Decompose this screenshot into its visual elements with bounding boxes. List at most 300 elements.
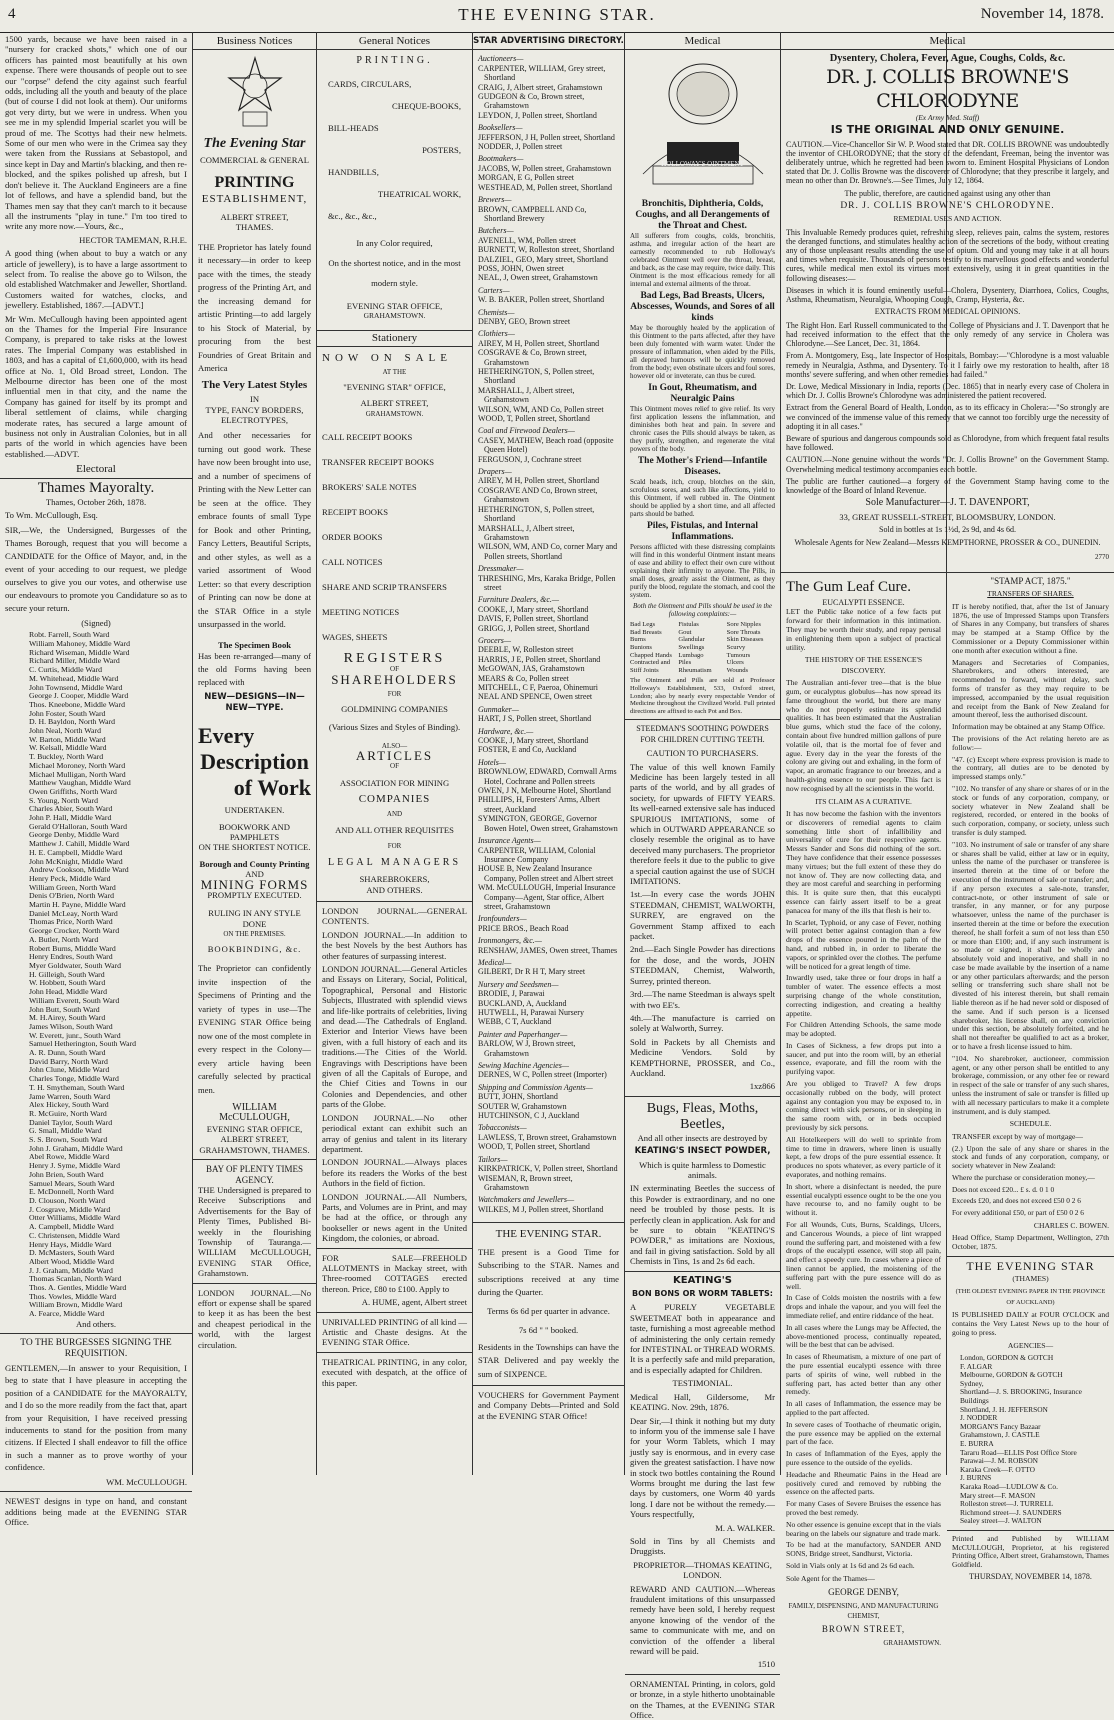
- gl-history: The Australian anti-fever tree—that is the blue gum, or eucalyptus globulus—has now spread its fame throughout the world, but there are many who do not properly estimate its splendid qualities. It has been estimated that the Australian blue gums, which stud the face of the colony, contain about five hundred million gallons of pure volatile oil, that is the mortal foe of fever and ague. Every day in the year the forests of the colony are giving out and exhaling, in the form of vapor, an aromatic fragrance to our breezes, and a health-giving essence to our people. This fact is now recognised by all the scientists in the world.: [786, 678, 941, 793]
- latest-styles: The Very Latest Styles: [201, 378, 308, 391]
- gl-inward: Inwardly used, take three or four drops in half a tumbler of water. The essence effects a most surprising change of the whole constitution, correcting indigestion, and creating a healthy appetite.: [786, 973, 941, 1018]
- gl-history-heading: THE HISTORY OF THE ESSENCE'S DISCOVERY.: [804, 655, 923, 675]
- signatory-name: S. Young, North Ward: [29, 795, 98, 805]
- lj-6: LONDON JOURNAL.—All Numbers, Parts, and Volumes are in Print, and may be had at the office, or through any bookseller or news agent in the United Kingdom, the colonies, or abroad.: [322, 1191, 467, 1244]
- agencies-heading: AGENCIES—: [1007, 1340, 1054, 1350]
- directory-category: Coal and Firewood Dealers—: [478, 426, 575, 436]
- signatory-name: T. Buckley, North Ward: [29, 752, 104, 762]
- gl-wounds: For all Wounds, Cuts, Burns, Scaldings, Ulcers, and Cancerous Wounds, a piece of lint wrapped round the suffering part, and moistened with a few drops of the eucalypti essence, will stop all pain, and effect a speedy cure. In cases where a piece of linen cannot be applied, the moistening of the suffering part with the pure essence will do as well.: [786, 1220, 941, 1291]
- gum-leaf-heading: The Gum Leaf Cure.: [786, 579, 911, 595]
- transfers-heading: TRANSFERS OF SHARES.: [987, 589, 1074, 599]
- directory-entry: BROWNLOW, EDWARD, Cornwall Arms Hotel, Cochrane and Pollen streets: [478, 767, 617, 786]
- divider: [947, 1530, 1114, 1531]
- also-label: ALSO—: [381, 741, 408, 750]
- shortest-notice: ON THE SHORTEST NOTICE.: [198, 842, 311, 853]
- directory-category: Shipping and Commission Agents—: [478, 1082, 593, 1092]
- page-number: 4: [8, 6, 16, 22]
- column-8: [947, 574, 1114, 1582]
- es-thames: (THAMES): [1012, 1274, 1049, 1284]
- steedman-4th: 4th.—The manufacture is carried on solely at Walworth, Surrey.: [630, 1012, 775, 1034]
- steedman-text: The value of this well known Family Medicine has been largely tested in all parts of the world, and by all grades of society, for upwards of FIFTY YEARS. Its well-earned extensive sale has induced SPURIOUS IMITATIONS, some of which in OUTWARD APPEARANCE so closely resemble the original as to have deceived many purchasers. The proprietor therefore feels it due to the public to give a special caution against the use of SUCH IMITATIONS.: [630, 761, 775, 887]
- reply-heading: TO THE BURGESSES SIGNING THE REQUISITION.: [20, 1338, 172, 1359]
- gl-eyes: In cases of Inflammation of the Eyes, apply the pure essence to the outside of the eyelids.: [786, 1449, 941, 1467]
- gl-genuine: No other essence is genuine except that in the vials bearing on the labels our signature and trade mark.: [786, 1519, 941, 1538]
- gl-manufactory: To be had at the manufactory, SANDER AND SONS, Bridge street, Sandhurst, Victoria.: [786, 1540, 941, 1559]
- complaint-item: Burns: [630, 636, 646, 644]
- steedman-2nd: 2nd.—Each Single Powder has directions for the dose, and the words, JOHN STEEDMAN, Chemist, Walworth, Surrey, printed thereon.: [630, 944, 775, 986]
- gl-intro: LET the Public take notice of a few facts put forward for their information in this intimation. They may be worth their study, and repay perusal in enlightening them upon a subject of practical utility.: [786, 607, 941, 652]
- mining-forms: MINING FORMS: [200, 876, 309, 892]
- directory-category: Tobacconists—: [478, 1123, 527, 1133]
- complaint-item: Glandular: [678, 636, 705, 644]
- town-line: GRAHAMSTOWN.: [363, 311, 426, 321]
- color-line: In any Color required,: [356, 237, 433, 248]
- agency-entry: Sealey street—J. WALTON: [960, 1516, 1042, 1526]
- directory-entry: POSS, JOHN, Owen street: [478, 263, 564, 273]
- directory-entry: MEARS & Co, Pollen street: [478, 673, 569, 683]
- keating-proprietor: PROPRIETOR—THOMAS KEATING, LONDON.: [633, 1559, 772, 1581]
- directory-category: Gunmaker—: [478, 704, 519, 714]
- signatory-name: William Mahoney, Middle Ward: [29, 638, 131, 648]
- directory-entry: HARRIS, J E, Pollen street, Shortland: [478, 654, 601, 664]
- text-gout: This Ointment moves relief to give relief. Its very first application lessens the inflammation, and diminishes both heat and pain. In severe and chronic cases the Pills should always be taken, as they purify, strengthen, and regenerate the vital powers of the body.: [630, 405, 775, 454]
- gl-claim-heading: ITS CLAIM AS A CURATIVE.: [815, 796, 912, 806]
- directory-entry: KIRKPATRICK, V, Pollen street, Shortland: [478, 1164, 618, 1174]
- directory-entry: HUTCHINSON, C J, Auckland: [478, 1111, 580, 1121]
- now-on-sale: NOW ON SALE: [322, 352, 452, 365]
- delivery-text: Residents in the Townships can have the STAR Delivered and pay weekly the sum of SIXPENCE.: [478, 1341, 619, 1379]
- imprint: Printed and Published by WILLIAM McCULLOUGH, Proprietor, at his registered Printing Office, Albert street, Grahamstown, Thames Goldfield.: [952, 1533, 1109, 1569]
- reply-signature: WM. McCULLOUGH.: [106, 1476, 187, 1487]
- subscribe-text: THE present is a Good Time for Subscribing to the STAR. Names and subscriptions received at any time during the Quarter.: [478, 1246, 619, 1298]
- divider: [947, 1256, 1114, 1257]
- gl-travel: Are you obliged to Travel? A few drops occasionally rubbed on the body, will protect against any contagion you may be exposed to, in coming direct with sick persons, or in sleeping in the same room with, or in beds occupied previously by sick persons.: [786, 1079, 941, 1133]
- ruling: RULING IN ANY STYLE DONE: [208, 908, 301, 929]
- directory-category: Drapers—: [478, 467, 512, 477]
- headline: COMMERCIAL & GENERAL: [199, 155, 309, 166]
- ad-ref: 2770: [1095, 552, 1109, 561]
- directory-entry: DEEBLE, W, Rolleston street: [478, 645, 574, 655]
- directory-entry: BROWN, CAMPBELL AND Co, Shortland Brewery: [478, 204, 587, 223]
- establishment: ESTABLISHMENT,: [201, 192, 308, 205]
- registers: REGISTERS: [343, 651, 446, 667]
- letter-body: 1500 yards, because we have been raised in a "nursery for cracked shots," which one of our officers has painted most beautifully at his own expense. There were thousands of people out to see our "corpse" defend the city against such fearful odds, including all the youth and beauty of the place (but of course I did not look at them). Our uniforms got very dirty, but we were in undress. When you see me in my splendid Imperial scarlet you will be proud of me. The Scottys had their new helmets. Some of our men who were in the Crimea say they were taken from the Russians at Sebastopol, and since kept in Day and Martin's blacking, and then re-blocked, and the spikes polished up afresh, but I don't believe it. The Auckland Engineers are a fine lot of fellows, and have a splendid band, but the Thames men say that they can't march to it because all the instruments "play in tune." I'm too tired to write any more now.—Yours, &c.,: [5, 34, 187, 232]
- directory-entry: MARSHALL, J, Albert street, Grahamstown: [478, 385, 575, 405]
- office-town: GRAHAMSTOWN.: [365, 409, 424, 418]
- signatory-name: E. McDonnell, North Ward: [29, 1187, 114, 1197]
- caution-stamp: CAUTION.—None genuine without the words "Dr. J. Collis Browne" on the Government Stamp. Overwhelming medical testimony accompanies each bottle.: [786, 455, 1109, 474]
- directory-entry: PRICE BROS., Beach Road: [478, 923, 569, 933]
- divider: [317, 1248, 472, 1249]
- lj-5: LONDON JOURNAL.—Always places before its readers the Works of the best Authors in the field of fiction.: [322, 1157, 467, 1189]
- book-item: SHARE AND SCRIP TRANSFERS: [322, 582, 447, 593]
- agency-entry: E. BURRA: [960, 1438, 994, 1448]
- and-others: And others.: [75, 1318, 117, 1329]
- wholesale-agents: Wholesale Agents for New Zealand—Messrs KEMPTHORNE, PROSSER & CO., DUNEDIN.: [794, 538, 1101, 548]
- equipment-text: And other necessaries for turning out good work. These have now been brought into use, and a number of specimens of Printing with the New Letter can be seen at the office. They embrace founts of small Type for Book and other Printing, Fancy Letters, Beautiful Scripts, and other styles, as well as a varied assortment of Wood Letter: so that every description of Printing can now be done at the STAR Office in a style unsurpassed in the world.: [198, 430, 311, 630]
- divider: [0, 1333, 192, 1334]
- forgery-text: The public are further cautioned—a forgery of the Government Stamp having come to the knowledge of the Board of Inland Revenue.: [786, 476, 1109, 495]
- agency-entry: J. NODDER: [960, 1413, 998, 1423]
- diseases-text: Diseases in which it is found eminently useful—Cholera, Dysentery, Diarrhoea, Colics, Coughs, Asthma, Rheumatism, Neuralgia, Whooping Cough, Cramp, Hysteria, &c.: [786, 285, 1109, 305]
- column-6: [781, 32, 1114, 572]
- stamp-p8: "104. No sharebroker, auctioneer, commission agent, or any other person shall be entitled to any brokerage, commission, or any other fee or reward in respect of the sale or transfer of any such shares, unless the instrument of sale or transfer is filled up with all necessary particulars to make it a complete instrument, and is duly stamped.: [952, 1053, 1109, 1116]
- steedman-ref: 1xz866: [749, 1081, 775, 1092]
- gl-vials: Sold in Vials only at 1s 6d and 2s 6d each.: [786, 1560, 915, 1570]
- office-line: EVENING STAR OFFICE,: [346, 300, 443, 311]
- directory-entry: OWEN, J N, Melbourne Hotel, Shortland: [478, 786, 611, 796]
- signatory-name: John McKnight, Middle Ward: [29, 856, 123, 866]
- book-item: WAGES, SHEETS: [322, 632, 388, 643]
- proprietor-text: THE Proprietor has lately found it necessary—in order to keep pace with the times, the steady progress of the Printing Art, and the increasing demand for artistic Printing—to add largely to his Stock of Material, by procuring from the best Foundries of Great Britain and America: [198, 241, 311, 374]
- directory-entry: AIREY, M H, Pollen street, Shortland: [478, 476, 600, 486]
- logo-name: The Evening Star: [203, 135, 306, 151]
- directory-category: Dressmaker—: [478, 564, 524, 574]
- testimonial-text: Dear Sir,—I think it nothing but my duty to inform you of the immense sale I have for your Worm Tablets, which I may justly say is enormous, and in every case given the greatest satisfaction. I have now in stock two bottles containing the Round Worms brought me during the last few days by customers, one Worm 40 yards long. I dare not be without the remedy.—Yours respectfully,: [630, 1415, 775, 1520]
- lj-1: LONDON JOURNAL.—GENERAL CONTENTS.: [322, 905, 467, 927]
- directory-category: Hardware, &c.—: [478, 726, 534, 736]
- gl-street: BROWN STREET,: [821, 1624, 906, 1635]
- schedule-transfer: TRANSFER except by way of mortgage—: [952, 1131, 1083, 1141]
- steedman-3rd: 3rd.—The name Steedman is always spelt with two EE's.: [630, 989, 775, 1010]
- type-list: TYPE, FANCY BORDERS, ELECTROTYPES,: [205, 404, 304, 426]
- signatory-name: Daniel McLeay, North Ward: [29, 908, 118, 918]
- column-5: [625, 32, 780, 1720]
- chlorodyne-caution: CAUTION.—Vice-Chancellor Sir W. P. Wood stated that DR. COLLIS BROWNE was undoubtedly the inventor of CHLORODYNE; that the story of the defendant, Freeman, being the inventor was deliberately untrue, which he regretted had been sworn to. Eminent Hospital Physicians of London stated that Dr. J. Collis Browne was the discoverer of Chlorodyne; that they prescribe it largely, and mean no other than Dr. Browne's.—See Times, July 12, 1864.: [786, 139, 1109, 186]
- directory-entry: MITCHELL, C F, Paeroa, Ohinemuri: [478, 683, 599, 692]
- signatory-name: William Everett, South Ward: [29, 995, 120, 1005]
- signatory-name: D. Clouson, North Ward: [29, 1195, 106, 1205]
- complaint-item: Chapped Hands: [630, 651, 672, 659]
- book-item: TRANSFER RECEIPT BOOKS: [322, 457, 435, 468]
- signed-label: (Signed): [81, 617, 111, 628]
- signatory-name: Henry J. Syme, Middle Ward: [29, 1161, 121, 1171]
- signatory-name: Henry Peck, Middle Ward: [29, 873, 111, 883]
- directory-entry: HETHERINGTON, S, Pollen street, Shortland: [478, 367, 595, 386]
- eucalypti-sub: EUCALYPTI ESSENCE.: [822, 598, 905, 607]
- gl-schools: For Children Attending Schools, the same mode may be adopted.: [786, 1020, 941, 1039]
- directory-entry: LAWLESS, T, Brown street, Grahamstown: [478, 1132, 617, 1142]
- directory-category: Furniture Dealers, &c.—: [478, 595, 560, 605]
- complaint-item: Stiff Joints: [630, 666, 659, 674]
- directory-entry: CARPENTER, WILLIAM, Colonial Insurance Company: [478, 845, 596, 864]
- gl-lungs: In all cases where the Lungs may be Affected, the above-mentioned process, continually repeated, will be the best that can be advised.: [786, 1322, 941, 1350]
- column-3: [317, 32, 472, 1475]
- divider: [317, 901, 472, 902]
- signatory-name: George J. Cooper, Middle Ward: [29, 691, 129, 701]
- complaint-item: Bunions: [630, 644, 652, 651]
- signatory-name: H. Gilleigh, South Ward: [29, 969, 105, 979]
- signatory-name: David Barry, North Ward: [29, 1056, 108, 1066]
- directory-category: Booksellers—: [478, 123, 523, 133]
- directory-header: STAR ADVERTISING DIRECTORY.: [473, 34, 624, 50]
- terms-booked: 7s 6d " " booked.: [518, 1324, 579, 1335]
- shareholders: SHAREHOLDERS: [331, 671, 458, 687]
- directory-entry: DAVIS, F, Pollen street, Shortland: [478, 614, 589, 624]
- shortest-line: On the shortest notice, and in the most modern style.: [328, 257, 461, 288]
- in-label: IN: [249, 394, 260, 405]
- complaint-item: Gout: [678, 628, 692, 636]
- agency-entry: Shortland, J. H. JEFFERSON: [960, 1404, 1048, 1414]
- print-item: CARDS, CIRCULARS,: [328, 78, 412, 89]
- directory-category: Sewing Machine Agencies—: [478, 1061, 569, 1071]
- stationery-header: Stationery: [317, 330, 472, 347]
- fee-1: Does not exceed £20... £ s. d. 0 1 0: [952, 1184, 1055, 1194]
- gl-colds: In Case of Colds moisten the nostrils with a few drops and inhale the vapour, and you will feel the immediate relief, and entire riddance of the heat.: [786, 1293, 941, 1320]
- signatory-name: J. J. Graham, Middle Ward: [29, 1265, 113, 1275]
- directory-entry: RENSHAW, JAMES, Owen street, Thames: [478, 945, 618, 955]
- heading-bronchitis: Bronchitis, Diphtheria, Colds, Coughs, and all Derangements of the Throat and Chest.: [635, 199, 770, 232]
- stamp-p6: "102. No transfer of any share or shares of or in the stock or funds of any corporation, company, or society whatever in New Zealand shall be registered, recorded, or entered in the books of such corporation, company, or society, unless such transfer is duly stamped.: [952, 783, 1109, 837]
- manufacturer-address: 33, GREAT RUSSELL-STREET, BLOOMSBURY, LONDON.: [839, 511, 1056, 522]
- schedule-where: Where the purchase or consideration money,—: [952, 1173, 1095, 1183]
- army-staff: (Ex Army Med. Staff): [915, 112, 980, 122]
- signatory-name: Michael Moroney, North Ward: [29, 760, 126, 770]
- signatory-name: William Brown, Middle Ward: [29, 1300, 123, 1310]
- specimen-heading: The Specimen Book: [217, 639, 292, 650]
- articles: ARTICLES: [355, 747, 434, 763]
- stamp-signature: CHARLES C. BOWEN.: [1033, 1220, 1109, 1230]
- bugs-sub: And all other insects are destroyed by: [637, 1132, 768, 1143]
- directory-entry: CRAIG, J, Albert street, Grahamstown: [478, 82, 603, 92]
- signatory-name: Charles Tonge, Middle Ward: [29, 1074, 119, 1084]
- column-7: [781, 574, 946, 1647]
- signatory-name: A. Fearce, Middle Ward: [29, 1309, 105, 1319]
- chlorodyne-title: DR. J. COLLIS BROWNE'S CHLORODYNE: [826, 65, 1069, 112]
- print-item: BILL-HEADS: [328, 122, 379, 133]
- heading-piles: Piles, Fistulas, and Internal Inflammations.: [646, 521, 759, 543]
- signatory-name: John Head, Middle Ward: [29, 987, 108, 997]
- es-heading: THE EVENING STAR: [966, 1258, 1095, 1273]
- complaint-item: Bad Breasts: [630, 628, 662, 636]
- jeweller-notice: A good thing (when about to buy a watch or any article of jewellery), is to have a large assortment to select from. To realise the above go to Wilson, the old established Watchmaker and Jeweller, Shortland. Customers waited for watches, clocks, and jewellery. Established, 1867.—[ADVT.]: [5, 248, 187, 311]
- signatory-name: J. Cosgrave, Middle Ward: [29, 1204, 111, 1214]
- signatory-name: Henry Hays, Middle Ward: [29, 1239, 112, 1249]
- lj-2: LONDON JOURNAL.—In addition to the best Novels by the best Authors has other features of surpassing interest.: [322, 929, 467, 961]
- worm-text: A PURELY VEGETABLE SWEETMEAT both in appearance and taste, furnishing a most agreeable method of administering the only certain remedy for INTESTINAL or THREAD WORMS. It is a perfectly safe and mild preparation, and is especially adapted for Children.: [630, 1302, 775, 1375]
- london-journal-notice: LONDON JOURNAL.—No effort or expense shall be spared to keep it as has been the best and cheapest periodical in the world, with the largest circulation.: [198, 1287, 311, 1350]
- extract-board: Extract from the General Board of Health, London, as to its efficacy in Cholera:—"So strongly are we convinced of the immense value of this remedy that we cannot too forcibly urge the necessity of adopting it in all cases.": [786, 403, 1109, 431]
- signatory-name: Martin H. Payne, Middle Ward: [29, 900, 126, 910]
- association: ASSOCIATION FOR MINING: [339, 777, 450, 788]
- fee-2: Exceeds £20, and does not exceed £50 0 2 6: [952, 1196, 1081, 1206]
- divider: [473, 1222, 624, 1223]
- signatory-name: Matthew J. Cahill, Middle Ward: [29, 839, 130, 849]
- directory-entry: JACOBS, W, Pollen street, Grahamstown: [478, 163, 612, 173]
- ornamental-notice: ORNAMENTAL Printing, in colors, gold or bronze, in a style hitherto unobtainable on the Thames, at the EVENING STAR Office.: [630, 1678, 775, 1720]
- directory-entry: WOOD, T, Pollen street, Shortland: [478, 1142, 590, 1152]
- mayoralty-heading: Thames Mayoralty.: [37, 479, 155, 496]
- of-label: OF: [390, 762, 399, 771]
- signatory-name: C. Curtis, Middle Ward: [29, 665, 103, 675]
- gl-disinfectant: In short, where a disinfectant is needed, the pure essential eucalypti essence ought to be the one you have recourse to, and no family ought to be without it.: [786, 1181, 941, 1218]
- complaint-item: Skin Diseases: [726, 636, 764, 644]
- premises: ON THE PREMISES.: [223, 930, 286, 939]
- signatory-name: James Wilson, South Ward: [29, 1021, 113, 1031]
- agency-entry: Mary street—F. MASON: [960, 1490, 1036, 1500]
- directory-category: Nursery and Seedsmen—: [478, 979, 559, 989]
- book-item: RECEIPT BOOKS: [322, 507, 388, 518]
- directory-entry: THRESHING, Mrs, Karaka Bridge, Pollen street: [478, 573, 616, 592]
- directory-entry: BRODIE, J, Parawai: [478, 989, 545, 999]
- bookwork: BOOKWORK AND PAMPHLETS: [219, 821, 290, 842]
- signatory-name: C. Christensen, Middle Ward: [29, 1230, 120, 1240]
- extracts-heading: EXTRACTS FROM MEDICAL OPINIONS.: [874, 307, 1021, 317]
- directory-category: Tailors—: [478, 1154, 508, 1164]
- directory-entry: BUTT, JOHN, Shortland: [478, 1092, 558, 1102]
- signatory-name: Matthew Vaughan, Middle Ward: [29, 778, 131, 788]
- theatrical-notice: THEATRICAL PRINTING, in any color, executed with despatch, at the office of this paper.: [322, 1356, 467, 1388]
- divider: [625, 719, 780, 720]
- directory-category: Painter and Paperhanger—: [478, 1029, 568, 1039]
- evening-star-heading: THE EVENING STAR.: [495, 1228, 602, 1241]
- new-designs: NEW—DESIGNS—IN—NEW—TYPE.: [204, 692, 305, 713]
- inspection-text: The Proprietor can confidently invite inspection of the Specimens of Printing and the variety of types in use—The EVENING STAR Office being now one of the most complete in every respect in the Colony—every article having been carefully selected by practical men.: [198, 963, 311, 1095]
- printing-heading: PRINTING: [214, 173, 295, 191]
- directory-entry: MARSHALL, J, Albert street, Grahamstown: [478, 523, 575, 542]
- signatory-name: George Denby, Middle Ward: [29, 830, 119, 840]
- gl-inflammation: In all cases of Inflammation, the essence may be applied to the part affected.: [786, 1399, 941, 1417]
- stamp-p3: Information may be obtained at any Stamp Office.: [952, 722, 1105, 732]
- directory-entry: MORGAN, E G, Pollen street: [478, 173, 574, 183]
- signatory-name: Charles Abier, South Ward: [29, 804, 113, 814]
- signatory-name: Richard Miller, Middle Ward: [29, 656, 120, 666]
- complaint-item: Fistulas: [678, 621, 699, 629]
- beware-text: Beware of spurious and dangerous compounds sold as Chlorodyne, from which frequent fatal results have followed.: [786, 433, 1109, 453]
- agency-entry: Sydney,: [960, 1378, 984, 1388]
- complaint-item: Swellings: [678, 644, 705, 651]
- text-bronchitis: All sufferers from coughs, colds, bronchitis, asthma, and irregular action of the heart are earnestly recommended to rub Holloway's celebrated Ointment well over the throat, breast, and back, as the case may require, twice daily. This Ointment is the most efficacious remedy for all internal and external ailments of the throat.: [630, 232, 775, 289]
- directory-entry: WEBB, C T, Auckland: [478, 1017, 552, 1027]
- directory-category: Insurance Agents—: [478, 836, 541, 846]
- keating-powder: KEATING'S INSECT POWDER,: [634, 1146, 771, 1157]
- signatory-name: John Clune, Middle Ward: [29, 1065, 110, 1075]
- signatory-name: W. Everett, junr., South Ward: [29, 1030, 121, 1040]
- keating-caution: REWARD AND CAUTION.—Whereas fraudulent imitations of this unsurpassed remedy have been sold, I hereby request anyone knowing of the vendor of the same to communicate with me, and on conviction of the offender a liberal reward will be paid.: [630, 1583, 775, 1657]
- signatories-list: [5, 631, 187, 1319]
- directory-category: Chemists—: [478, 307, 515, 317]
- complaint-item: Contracted and: [630, 659, 671, 667]
- signatory-name: Thos. Kneebone, Middle Ward: [29, 699, 126, 709]
- office-street: ALBERT STREET,: [360, 398, 429, 409]
- masthead: [0, 0, 1114, 33]
- agency-entry: Richmond street—J. SAUNDERS: [960, 1507, 1062, 1517]
- holloway-illustration: [630, 54, 775, 194]
- signatory-name: Myer Goldwater, South Ward: [29, 961, 122, 970]
- gl-fever: In Scarlet, Typhoid, or any case of Fever, nothing will protect better against contagion than a few drops of the essence poured in the palm of the hand, and rubbed in, in order to liberate the vapors, or sprinkled over the clothes. The perfume will be noticed for a great length of time.: [786, 917, 941, 971]
- es-oldest: (THE OLDEST EVENING PAPER IN THE PROVINCE OF AUCKLAND): [955, 1288, 1106, 1306]
- directory-category: Medical—: [478, 957, 512, 967]
- complaint-item: Piles: [678, 659, 692, 667]
- imprint-date: THURSDAY, NOVEMBER 14, 1878.: [969, 1572, 1092, 1582]
- letter-signature: HECTOR TAMEMAN, R.H.E.: [79, 234, 187, 245]
- section-header: General Notices: [317, 34, 472, 50]
- book-item: CALL NOTICES: [322, 557, 383, 568]
- signatory-name: Thos. A. Gentles, Middle Ward: [29, 1283, 127, 1293]
- section-header: Electoral: [0, 462, 192, 478]
- complaints-heading: Both the Ointment and Pills should be used in the following complaints:—: [632, 602, 772, 619]
- remedial-text: This Invaluable Remedy produces quiet, refreshing sleep, relieves pain, calms the system, restores the deranged functions, and stimulates healthy action of the secretions of the body, without creating any of those unpleasant results attending the use of opium. Old and young may take it at all hours and times when requisite. Thousands of persons testify to its marvellous good effects and wonderful cures, while medical men extol its virtues most extensively, using it in great quantities in the following diseases:—: [786, 227, 1109, 283]
- extract-lowe: Dr. Lowe, Medical Missionary in India, reports (Dec. 1865) that in nearly every case of Cholera in which Dr. J. Collis Browne's Chlorodyne was administered the patient recovered.: [786, 381, 1109, 401]
- directory-entry: BUCKLAND, A, Auckland: [478, 998, 567, 1008]
- signatory-name: W. Barton, Middle Ward: [29, 734, 106, 744]
- directory-entry: GRIGG, J, Pollen street, Shortland: [478, 623, 590, 633]
- directory-entry: COOKE, J, Mary street, Shortland: [478, 604, 589, 614]
- signatory-name: William Green, North Ward: [29, 882, 116, 892]
- directory-entry: WILKES, M J, Pollen street, Shortland: [478, 1204, 604, 1214]
- stamp-p1: IT is hereby notified, that, after the 1st of January 1876, the use of Impressed Stamps upon Transfers of Shares in any Company, but transfers of shares may be stamped at a Stamp Office by the Commissioner or a Deputy Commissioner within one month after execution without a fine.: [952, 601, 1109, 655]
- complaint-item: Tumours: [726, 651, 751, 659]
- column-2: [193, 32, 316, 1475]
- gl-bruises: For many Cases of Severe Bruises the essence has proved the best remedy.: [786, 1499, 941, 1517]
- section-header: Business Notices: [193, 34, 316, 50]
- and-label: AND: [245, 869, 264, 880]
- chlorodyne-name: DR. J. COLLIS BROWNE'S CHLORODYNE.: [840, 200, 1055, 211]
- star-emblem-icon: [225, 56, 285, 130]
- book-item: MEETING NOTICES: [322, 607, 400, 618]
- signatory-name: Andrew Cookson, Middle Ward: [29, 865, 129, 875]
- section-header: Medical: [781, 34, 1114, 50]
- bugs-harmless: Which is quite harmless to Domestic animals.: [639, 1159, 766, 1180]
- vouchers-notice: VOUCHERS for Government Payment and Company Debts—Printed and Sold at the EVENING STAR Office!: [478, 1390, 619, 1421]
- agency-entry: Grahamstown, J. CASTLE: [960, 1430, 1040, 1440]
- testimonial: TESTIMONIAL.: [672, 1378, 733, 1389]
- signatory-name: T. H. Smytheman, South Ward: [29, 1082, 125, 1092]
- directory-entry: AIREY, M H, Pollen street, Shortland: [478, 338, 600, 348]
- directory-entry: CARPENTER, WILLIAM, Grey street, Shortland: [478, 63, 606, 83]
- print-item: POSTERS,: [422, 144, 461, 155]
- signatory-name: Daniel Taylor, South Ward: [29, 1117, 113, 1127]
- agency-entry: Melbourne, GORDON & GOTCH: [960, 1370, 1063, 1380]
- directory-entry: COSGRAVE AND Co, Brown street, Grahamstown: [478, 485, 598, 505]
- signatory-name: Abel Rowe, Middle Ward: [29, 1152, 110, 1162]
- directory-entry: NODDER, J, Pollen street: [478, 142, 563, 152]
- directory-entry: NEAL, J, Owen street, Grahamstown: [478, 273, 598, 283]
- signatory-name: Denis O'Brien, North Ward: [29, 891, 115, 901]
- directory-entry: GUDGEON & Co, Brown street, Grahamstown: [478, 92, 585, 111]
- signatory-name: G. Small, Middle Ward: [29, 1126, 102, 1136]
- complaint-item: Sore Throats: [726, 628, 761, 636]
- directory-entry: LEYDON, J, Pollen street, Shortland: [478, 110, 597, 120]
- divider: [317, 1352, 472, 1353]
- divider: [193, 1159, 316, 1160]
- bottle-prices: Sold in bottles at 1s 1½d, 2s 9d, and 4s 6d.: [879, 524, 1016, 534]
- divider: [317, 1312, 472, 1313]
- signatory-name: Thos. Vowles, Middle Ward: [29, 1291, 117, 1301]
- complaint-item: Lumbago: [678, 651, 704, 659]
- signatory-name: A. Campbell, Middle Ward: [29, 1222, 114, 1232]
- legal-managers: LEGAL MANAGERS: [327, 856, 461, 868]
- directory-category: Ironfounders—: [478, 914, 527, 924]
- at-label: AT THE: [382, 368, 407, 377]
- signatory-name: Samuel Hetherington, South Ward: [29, 1039, 137, 1049]
- divider: [625, 1096, 780, 1097]
- signatory-name: M. H.Airey, South Ward: [29, 1013, 106, 1023]
- address-town: THAMES.: [235, 222, 274, 233]
- signatory-name: Otter Williams, Middle Ward: [29, 1213, 121, 1223]
- book-item: ORDER BOOKS: [322, 532, 383, 543]
- directory-entry: COSGRAVE & Co, Brown street, Grahamstown: [478, 348, 587, 367]
- newspaper-title: THE EVENING STAR.: [458, 5, 656, 24]
- print-items: [322, 73, 467, 227]
- directory-entry: WILSON, WM, AND Co, corner Mary and Pollen streets, Shortland: [478, 542, 618, 561]
- agencies-list: [952, 1354, 1109, 1526]
- directory-category: Clothiers—: [478, 329, 515, 339]
- signatory-name: H. E. Campbell, Middle Ward: [29, 847, 123, 857]
- signatory-name: Richard Wiseman, Middle Ward: [29, 647, 130, 657]
- text-bad-legs: May be thoroughly healed by the application of this Ointment to the parts affected, after they have been duly fomented with warm water. Under the pressure of inflammation, when aided by the Pills, all depraved humours will be quickly removed from the body; even obstinate ulcers and foul sores, however old or inveterate, can thus be cured.: [630, 324, 775, 381]
- agency-entry: MORGAN'S Fancy Bazaar: [960, 1421, 1041, 1431]
